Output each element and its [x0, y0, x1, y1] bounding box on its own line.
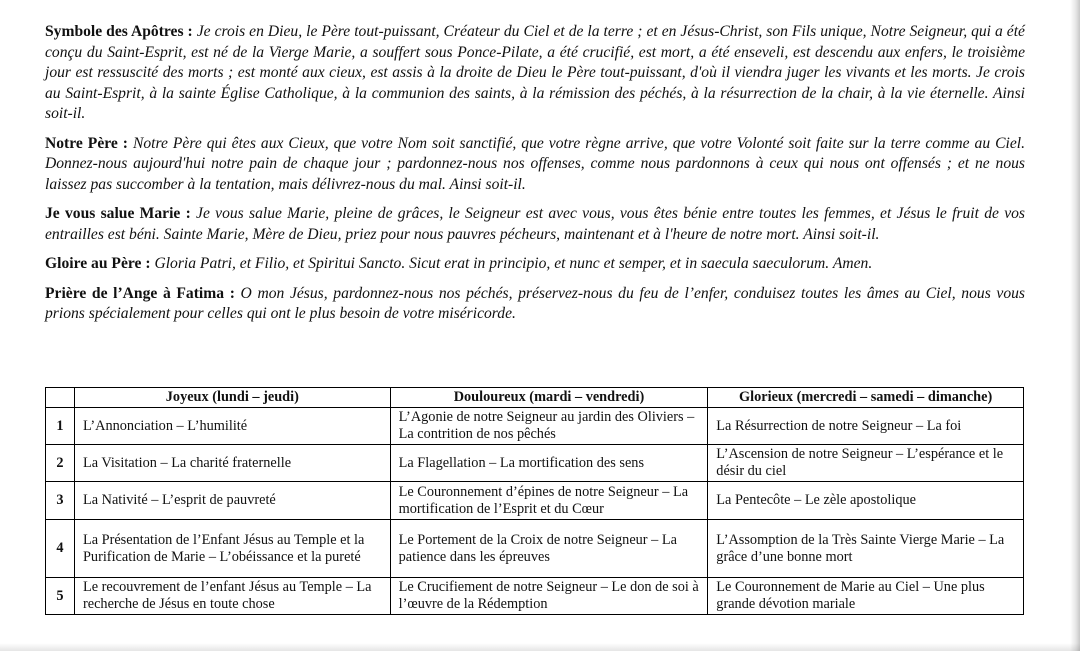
prayer-text: O mon Jésus, pardonnez-nous nos péchés, préservez-nous du feu de l’enfer, conduisez toutes les âmes au Ciel, nous vous prions spécialement pour celles qui ont le plus besoin de votre miséricorde. — [45, 284, 1025, 322]
table-cell-glorieux: L’Ascension de notre Seigneur – L’espérance et le désir du ciel — [708, 445, 1024, 482]
row-number: 3 — [46, 482, 75, 520]
header-number — [46, 388, 75, 408]
table-row — [46, 445, 1024, 482]
prayer-notre-pere — [45, 134, 1025, 196]
table-cell-douloureux: Le Couronnement d’épines de notre Seigneur – La mortification de l’Esprit et du Cœur — [390, 482, 708, 520]
table-cell-glorieux: La Résurrection de notre Seigneur – La foi — [708, 408, 1024, 445]
prayer-text: Je vous salue Marie, pleine de grâces, le Seigneur est avec vous, vous êtes bénie entre toutes les femmes, et Jésus le fruit de vos entrailles est béni. Sainte Marie, Mère de Dieu, priez pour nous pauvres pécheurs, maintenant et à l'heure de notre mort. Ainsi soit-il. — [45, 205, 1025, 243]
prayers-section — [45, 22, 1025, 334]
table-row — [46, 578, 1024, 615]
table-cell-glorieux: Le Couronnement de Marie au Ciel – Une plus grande dévotion mariale — [708, 578, 1024, 615]
prayer-symbole-des-apotres — [45, 22, 1025, 125]
table-cell-douloureux: Le Crucifiement de notre Seigneur – Le don de soi à l’œuvre de la Rédemption — [390, 578, 708, 615]
table-cell-douloureux: La Flagellation – La mortification des sens — [390, 445, 708, 482]
prayer-title: Gloire au Père : — [45, 255, 151, 272]
header-joyeux: Joyeux (lundi – jeudi) — [74, 388, 390, 408]
prayer-title: Je vous salue Marie : — [45, 205, 191, 222]
table-cell-joyeux: Le recouvrement de l’enfant Jésus au Temple – La recherche de Jésus en toute chose — [74, 578, 390, 615]
table-cell-douloureux: Le Portement de la Croix de notre Seigneur – La patience dans les épreuves — [390, 520, 708, 578]
prayer-title: Notre Père : — [45, 134, 128, 152]
table-cell-joyeux: La Présentation de l’Enfant Jésus au Temple et la Purification de Marie – L’obéissance et la pureté — [74, 520, 390, 578]
table-cell-joyeux: L’Annonciation – L’humilité — [74, 408, 390, 445]
table-header-row — [46, 388, 1024, 408]
table-cell-glorieux: L’Assomption de la Très Sainte Vierge Marie – La grâce d’une bonne mort — [708, 520, 1024, 578]
row-number: 2 — [46, 445, 75, 482]
table-row — [46, 520, 1024, 578]
prayer-je-vous-salue-marie — [45, 204, 1025, 245]
row-number: 4 — [46, 520, 75, 578]
prayer-gloire-au-pere — [45, 254, 1025, 275]
header-glorieux: Glorieux (mercredi – samedi – dimanche) — [708, 388, 1024, 408]
table-cell-joyeux: La Nativité – L’esprit de pauvreté — [74, 482, 390, 520]
prayer-text: Notre Père qui êtes aux Cieux, que votre Nom soit sanctifié, que votre règne arrive, que votre Volonté soit faite sur la terre comme au Ciel. Donnez-nous aujourd'hui notre pain de chaque jour ; pardonnez-nous nos offenses, comme nous pardonnons à ceux qui nous ont offensés ; et ne nous laissez pas succomber à la tentation, mais délivrez-nous du mal. Ainsi soit-il. — [45, 134, 1025, 193]
prayer-text: Je crois en Dieu, le Père tout-puissant, Créateur du Ciel et de la terre ; et en Jésus-Christ, son Fils unique, Notre Seigneur, qui a été conçu du Saint-Esprit, est né de la Vierge Marie, a souffert sous Ponce-Pilate, a été crucifié, est mort, a été enseveli, est descendu aux enfers, le troisième jour est ressuscité des morts ; est monté aux cieux, est assis à la droite de Dieu le Père tout-puissant, d'où il viendra juger les vivants et les morts. Je crois au Saint-Esprit, à la sainte Église Catholique, à la communion des saints, à la rémission des péchés, à la résurrection de la chair, à la vie éternelle. Ainsi soit-il. — [45, 23, 1025, 122]
table-cell-douloureux: L’Agonie de notre Seigneur au jardin des Oliviers – La contrition de nos pêchés — [390, 408, 708, 445]
table-row — [46, 482, 1024, 520]
header-douloureux: Douloureux (mardi – vendredi) — [390, 388, 708, 408]
prayer-title: Symbole des Apôtres : — [45, 23, 193, 40]
row-number: 1 — [46, 408, 75, 445]
prayer-text: Gloria Patri, et Filio, et Spiritui Sancto. Sicut erat in principio, et nunc et semper, et in saecula saeculorum. Amen. — [154, 255, 873, 272]
page-bottom-shadow — [0, 643, 1080, 651]
table-cell-joyeux: La Visitation – La charité fraternelle — [74, 445, 390, 482]
mysteries-table — [45, 387, 1024, 615]
row-number: 5 — [46, 578, 75, 615]
prayer-title: Prière de l’Ange à Fatima : — [45, 284, 235, 302]
prayer-ange-fatima — [45, 284, 1025, 325]
table-row — [46, 408, 1024, 445]
table-cell-glorieux: La Pentecôte – Le zèle apostolique — [708, 482, 1024, 520]
page-edge-shadow — [1070, 0, 1080, 651]
